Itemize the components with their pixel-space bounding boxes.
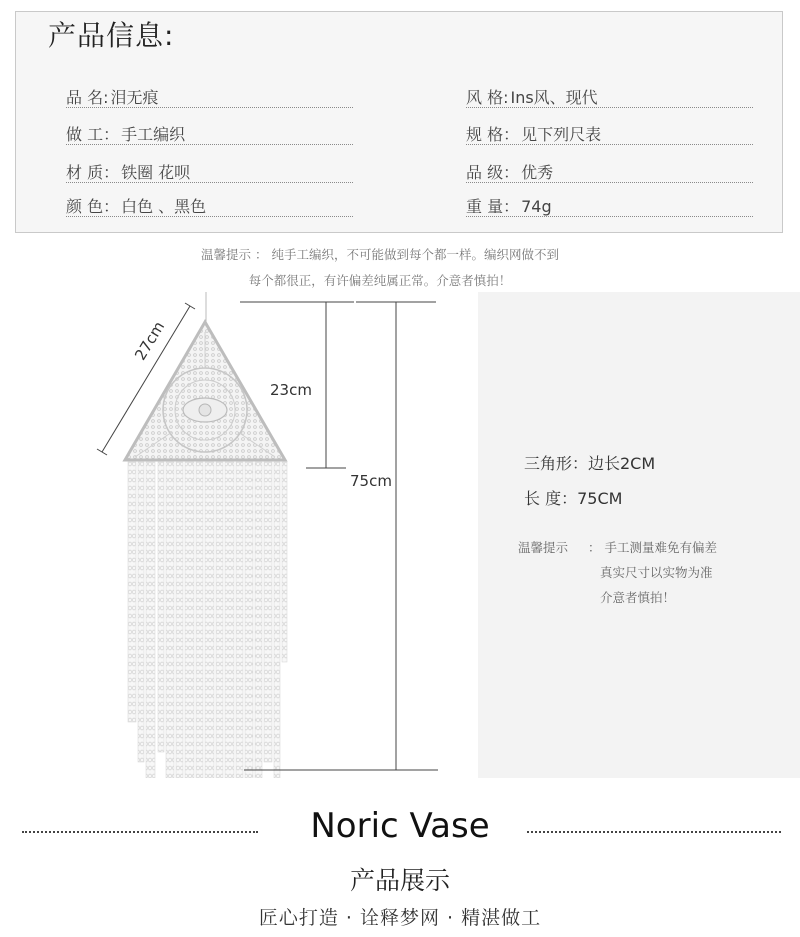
info-row-weight <box>466 194 753 217</box>
spec-tip-line: ： 手工测量难免有偏差 <box>588 540 717 555</box>
notice-line: 温馨提示 ： 纯手工编织，不可能做到每个都一样。编织网做不到 <box>201 247 559 262</box>
info-row-material <box>66 160 353 183</box>
slogan: 匠心打造 · 诠释梦网 · 精湛做工 <box>258 907 542 929</box>
info-row-grade <box>466 160 753 183</box>
info-row-spec <box>466 122 753 145</box>
spec-tip-label: 温馨提示 <box>518 540 569 555</box>
info-value: 优秀 <box>521 163 554 182</box>
info-value: 74g <box>521 197 552 216</box>
triangle-height-label: 23cm <box>270 381 312 399</box>
info-label: 品 级： <box>466 163 520 182</box>
info-row-color <box>66 194 353 217</box>
info-label: 做 工： <box>66 125 120 144</box>
info-value: 白色 、黑色 <box>121 197 207 216</box>
info-row-craft <box>66 122 353 145</box>
info-row-name <box>66 85 353 108</box>
tassels <box>128 462 287 778</box>
spec-tip-line: 介意者慎拍！ <box>600 590 676 605</box>
spec-tip-line: 真实尺寸以实物为准 <box>600 565 713 580</box>
section-title: 产品展示 <box>349 866 450 895</box>
product-info-title: 产品信息: <box>48 19 175 52</box>
dreamcatcher-illustration <box>0 292 478 778</box>
brand-name: Noric Vase <box>310 806 490 846</box>
info-value: 铁圈 花呗 <box>121 163 191 182</box>
info-value: Ins风、现代 <box>510 88 598 107</box>
total-length-label: 75cm <box>350 472 392 490</box>
side-length-label: 27cm <box>131 318 169 364</box>
product-image-panel <box>0 292 478 778</box>
spec-shape: 三角形：边长2CM <box>524 454 656 473</box>
info-label: 规 格： <box>466 125 520 144</box>
spec-length: 长 度：75CM <box>524 489 623 508</box>
info-value: 手工编织 <box>121 125 186 144</box>
spec-panel <box>478 292 800 778</box>
handmade-notice <box>0 242 760 294</box>
notice-line: 每个都很正，有许偏差纯属正常。介意者慎拍！ <box>248 273 512 288</box>
info-label: 重 量： <box>466 197 520 216</box>
info-value: 见下列尺表 <box>521 125 602 144</box>
info-label: 品 名: <box>66 88 109 107</box>
info-label: 材 质： <box>66 163 120 182</box>
info-label: 风 格: <box>466 88 509 107</box>
info-value: 泪无痕 <box>110 88 159 107</box>
info-row-style <box>466 85 753 108</box>
info-label: 颜 色： <box>66 197 120 216</box>
